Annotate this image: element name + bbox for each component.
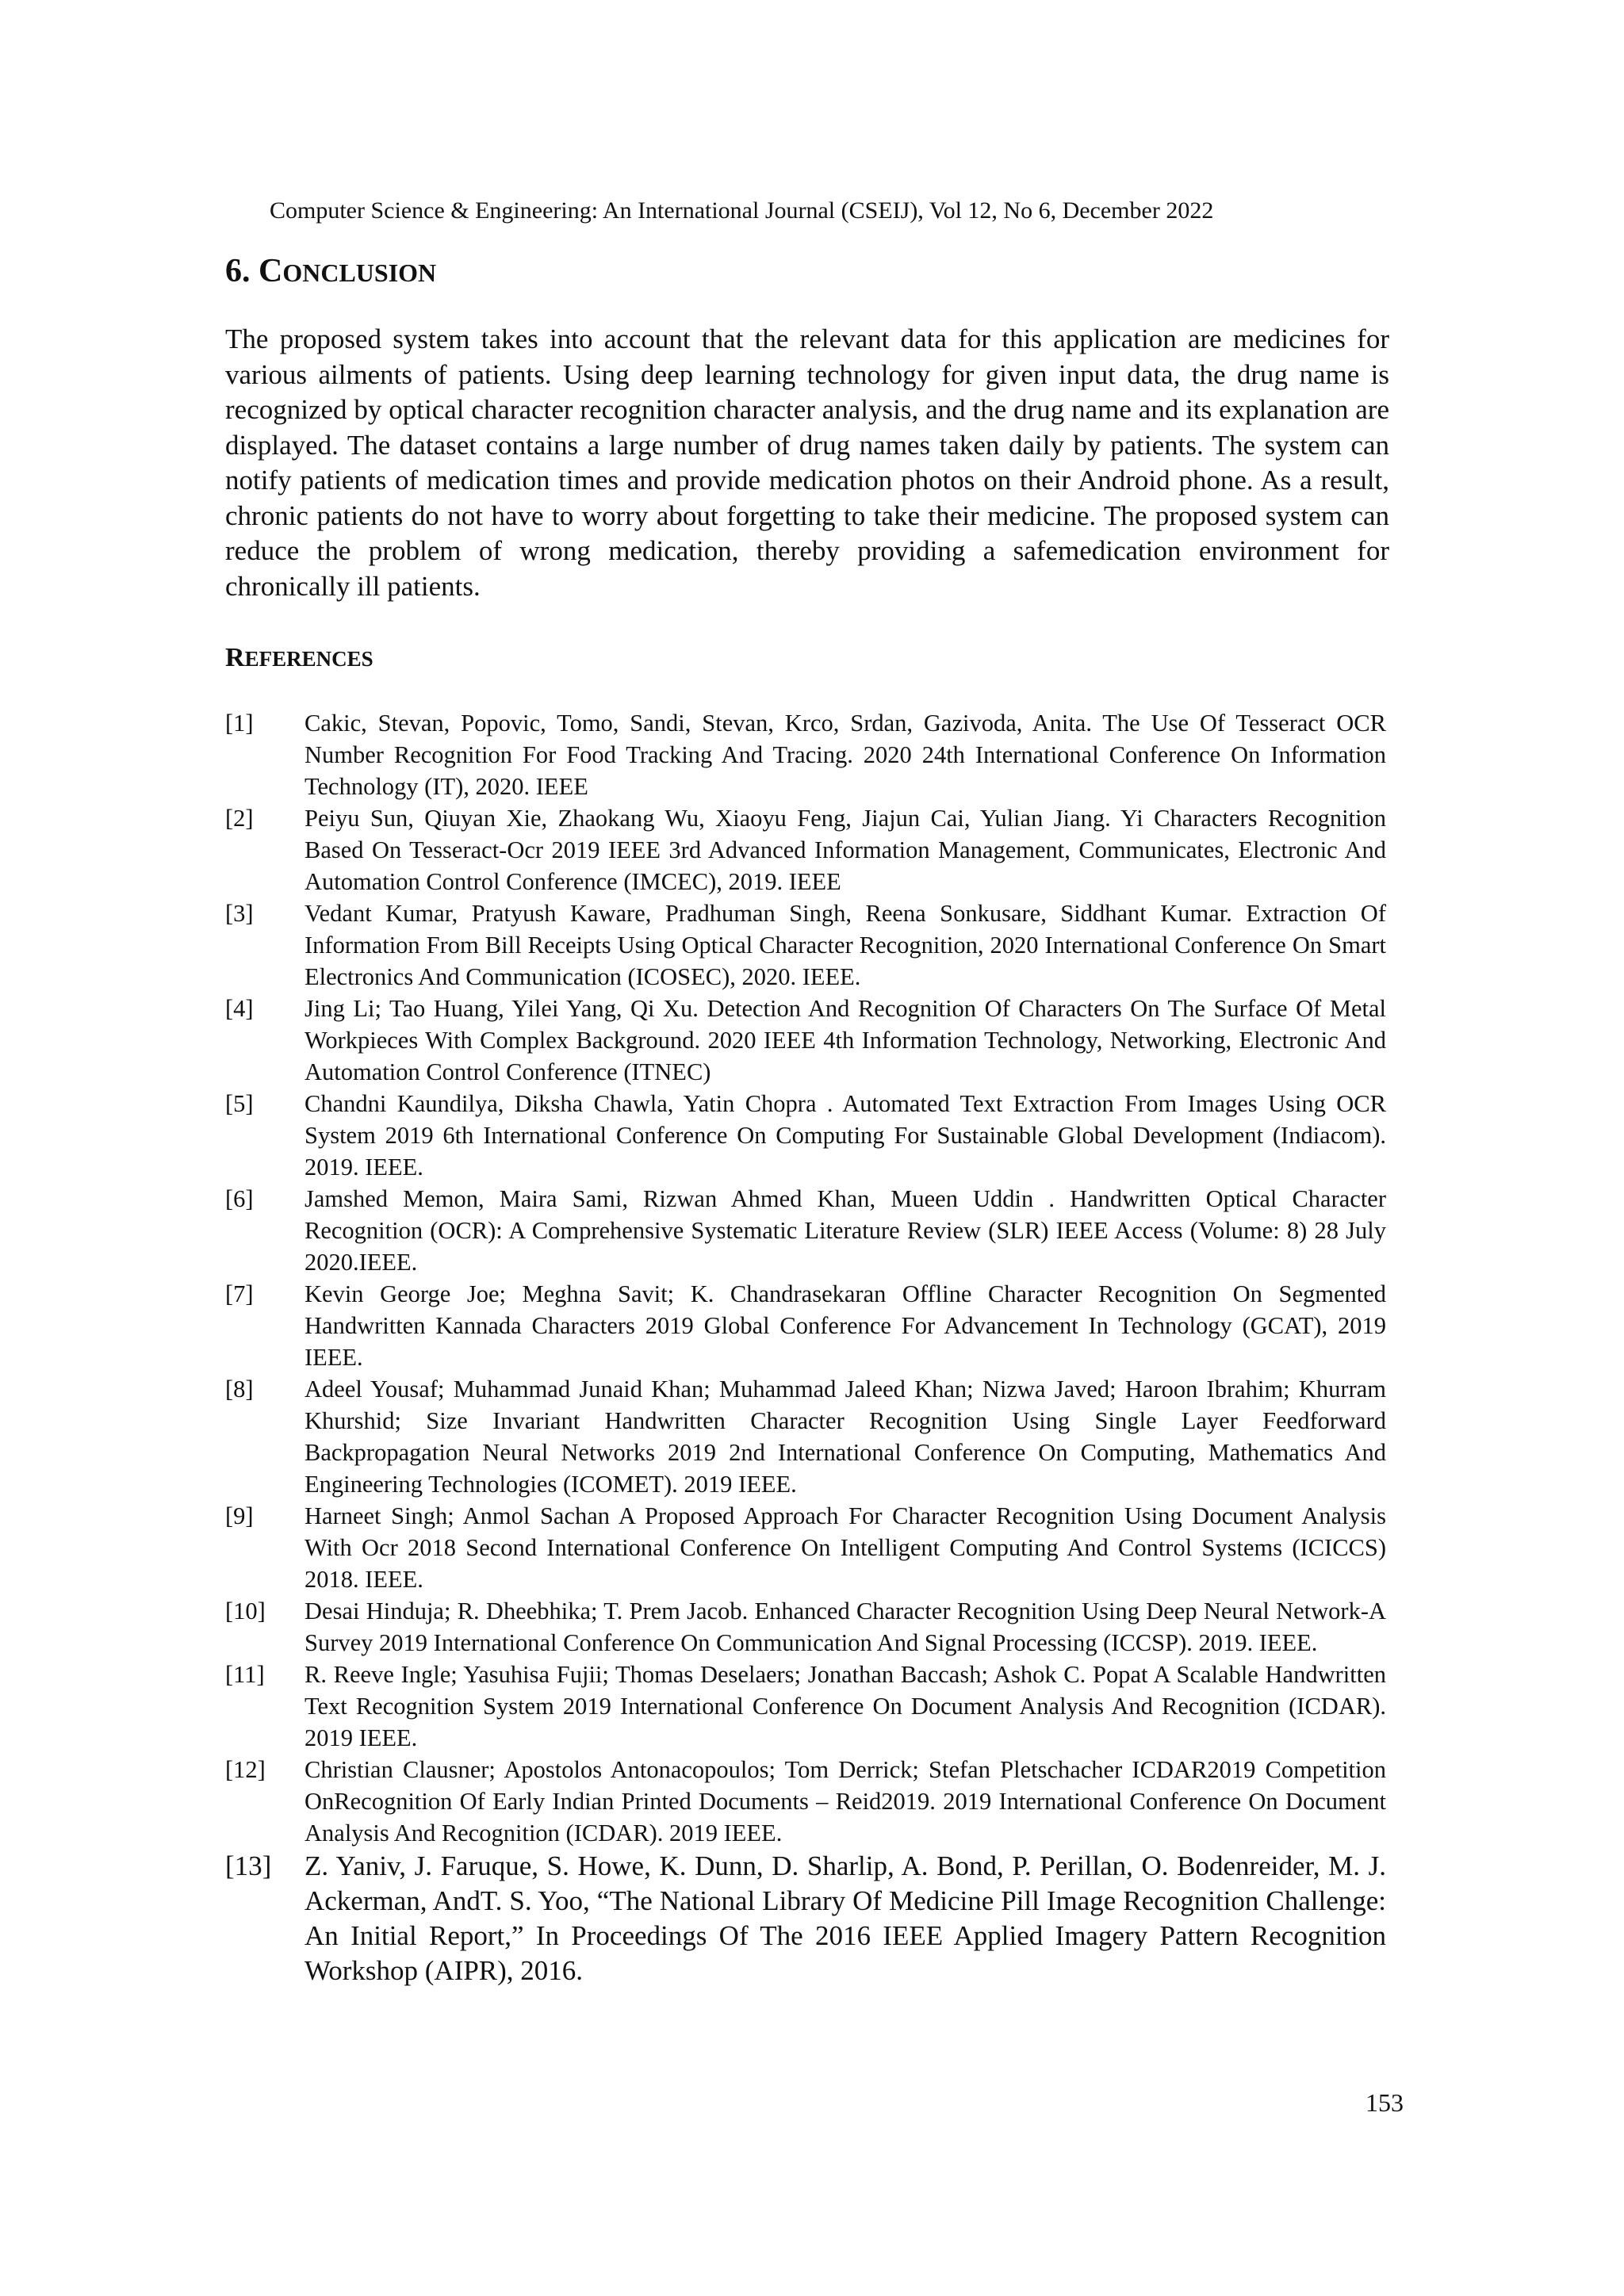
reference-text: Chandni Kaundilya, Diksha Chawla, Yatin Chopra . Automated Text Extraction From Images Using OCR System 2019 6th International Conference On Computing For Sustainable Global Development (Indiacom). 2019. IEEE. — [304, 1090, 1386, 1181]
section-title-initial: C — [259, 253, 283, 289]
reference-text: Z. Yaniv, J. Faruque, S. Howe, K. Dunn, D. Sharlip, A. Bond, P. Perillan, O. Bodenreider, M. J. Ackerman, AndT. S. Yoo, “The National Library Of Medicine Pill Image Recognition Challenge: An Initial Report,” In Proceedings Of The 2016 IEEE Applied Imagery Pattern Recognition Workshop (AIPR), 2016. — [304, 1850, 1386, 1986]
reference-number: [3] — [225, 900, 254, 927]
reference-text: Christian Clausner; Apostolos Antonacopoulos; Tom Derrick; Stefan Pletschacher ICDAR2019 Competition OnRecognition Of Early Indian Printed Documents – Reid2019. 2019 International Conference On Document Analysis And Recognition (ICDAR). 2019 IEEE. — [304, 1756, 1386, 1846]
reference-item — [225, 707, 1386, 802]
reference-item — [225, 1500, 1386, 1595]
reference-item — [225, 1754, 1386, 1849]
reference-number: [12] — [225, 1756, 266, 1783]
reference-text: Adeel Yousaf; Muhammad Junaid Khan; Muhammad Jaleed Khan; Nizwa Javed; Haroon Ibrahim; Khurram Khurshid; Size Invariant Handwritten Character Recognition Using Single Layer Feedforward Backpropagation Neural Networks 2019 2nd International Conference On Computing, Mathematics And Engineering Technologies (ICOMET). 2019 IEEE. — [304, 1376, 1386, 1498]
reference-item — [225, 1849, 1386, 1988]
reference-number: [5] — [225, 1090, 254, 1117]
section-title-rest: ONCLUSION — [282, 258, 437, 287]
reference-item — [225, 1373, 1386, 1500]
reference-number: [6] — [225, 1185, 254, 1212]
reference-number: [9] — [225, 1502, 254, 1529]
reference-item — [225, 802, 1386, 897]
reference-item — [225, 1183, 1386, 1278]
references-title-rest: EFERENCES — [244, 647, 373, 671]
reference-number: [4] — [225, 995, 254, 1022]
reference-number: [13] — [225, 1850, 272, 1881]
reference-number: [1] — [225, 710, 254, 737]
reference-item — [225, 1659, 1386, 1754]
reference-item — [225, 993, 1386, 1088]
reference-number: [7] — [225, 1280, 254, 1307]
reference-item — [225, 1595, 1386, 1659]
references-title-initial: R — [225, 643, 245, 672]
reference-item — [225, 897, 1386, 993]
page-number: 153 — [1365, 2088, 1404, 2117]
section-number: 6. — [225, 253, 251, 289]
reference-item — [225, 1278, 1386, 1373]
reference-text: Harneet Singh; Anmol Sachan A Proposed Approach For Character Recognition Using Document Analysis With Ocr 2018 Second International Conference On Intelligent Computing And Control Systems (ICICCS) 2018. IEEE. — [304, 1502, 1386, 1593]
references-heading — [225, 641, 373, 676]
reference-list — [225, 707, 1386, 1988]
reference-item — [225, 1088, 1386, 1183]
reference-text: Desai Hinduja; R. Dheebhika; T. Prem Jacob. Enhanced Character Recognition Using Deep Neural Network-A Survey 2019 International Conference On Communication And Signal Processing (ICCSP). 2019. IEEE. — [304, 1598, 1386, 1656]
reference-number: [2] — [225, 805, 254, 832]
reference-number: [10] — [225, 1598, 266, 1624]
reference-text: Kevin George Joe; Meghna Savit; K. Chandrasekaran Offline Character Recognition On Segmented Handwritten Kannada Characters 2019 Global Conference For Advancement In Technology (GCAT), 2019 IEEE. — [304, 1280, 1386, 1371]
reference-text: R. Reeve Ingle; Yasuhisa Fujii; Thomas Deselaers; Jonathan Baccash; Ashok C. Popat A Scalable Handwritten Text Recognition System 2019 International Conference On Document Analysis And Recognition (ICDAR). 2019 IEEE. — [304, 1661, 1386, 1751]
reference-text: Cakic, Stevan, Popovic, Tomo, Sandi, Stevan, Krco, Srdan, Gazivoda, Anita. The Use Of Tesseract OCR Number Recognition For Food Tracking And Tracing. 2020 24th International Conference On Information Technology (IT), 2020. IEEE — [304, 710, 1386, 800]
reference-number: [8] — [225, 1376, 254, 1402]
reference-text: Jamshed Memon, Maira Sami, Rizwan Ahmed Khan, Mueen Uddin . Handwritten Optical Character Recognition (OCR): A Comprehensive Systematic Literature Review (SLR) IEEE Access (Volume: 8) 28 July 2020.IEEE. — [304, 1185, 1386, 1276]
section-heading — [225, 251, 436, 293]
conclusion-paragraph: The proposed system takes into account that the relevant data for this application are medicines for various ailments of patients. Using deep learning technology for given input data, the drug name is recognized by optical character recognition character analysis, and the drug name and its explanation are displayed. The dataset contains a large number of drug names taken daily by patients. The system can notify patients of medication times and provide medication photos on their Android phone. As a result, chronic patients do not have to worry about forgetting to take their medicine. The proposed system can reduce the problem of wrong medication, thereby providing a safemedication environment for chronically ill patients. — [225, 323, 1389, 602]
running-header: Computer Science & Engineering: An International Journal (CSEIJ), Vol 12, No 6, December 2022 — [270, 197, 1214, 224]
reference-text: Peiyu Sun, Qiuyan Xie, Zhaokang Wu, Xiaoyu Feng, Jiajun Cai, Yulian Jiang. Yi Characters Recognition Based On Tesseract-Ocr 2019 IEEE 3rd Advanced Information Management, Communicates, Electronic And Automation Control Conference (IMCEC), 2019. IEEE — [304, 805, 1386, 895]
reference-text: Vedant Kumar, Pratyush Kaware, Pradhuman Singh, Reena Sonkusare, Siddhant Kumar. Extraction Of Information From Bill Receipts Using Optical Character Recognition, 2020 International Conference On Smart Electronics And Communication (ICOSEC), 2020. IEEE. — [304, 900, 1386, 990]
reference-number: [11] — [225, 1661, 265, 1688]
reference-text: Jing Li; Tao Huang, Yilei Yang, Qi Xu. Detection And Recognition Of Characters On The Surface Of Metal Workpieces With Complex Background. 2020 IEEE 4th Information Technology, Networking, Electronic And Automation Control Conference (ITNEC) — [304, 995, 1386, 1085]
